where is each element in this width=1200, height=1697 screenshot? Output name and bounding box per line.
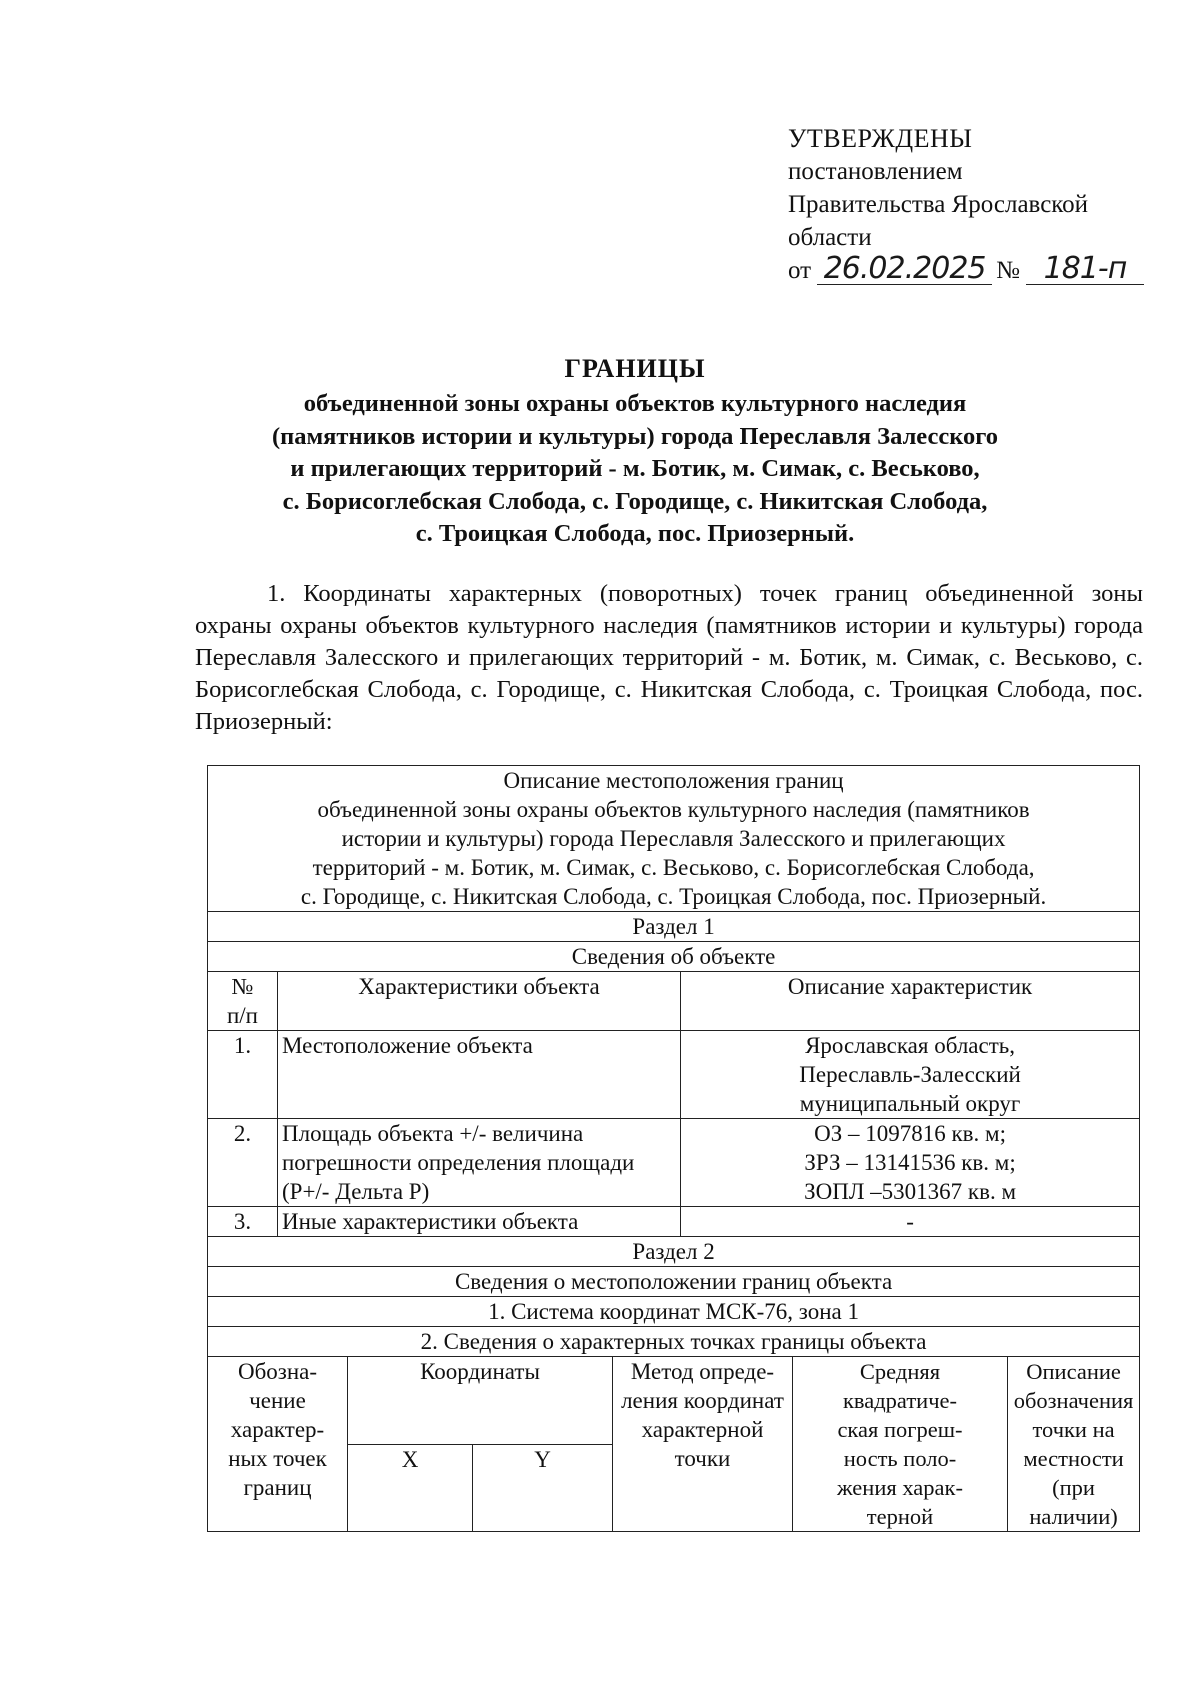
handwritten-date: 26.02.2025: [817, 254, 992, 285]
header-text: местности: [1023, 1446, 1124, 1471]
table-row: [208, 1207, 1140, 1237]
col-method-header: [613, 1357, 793, 1532]
handwritten-number: 181-п: [1026, 254, 1144, 285]
row-desc-line: Ярославская область,: [805, 1033, 1016, 1058]
points-title: 2. Сведения о характерных точках границы объекта: [208, 1327, 1140, 1357]
header-line: с. Городище, с. Никитская Слобода, с. Троицкая Слобода, пос. Приозерный.: [300, 884, 1047, 909]
header-line: Описание местоположения границ: [503, 768, 844, 793]
row-num: 1.: [208, 1031, 278, 1119]
col-error-header: [793, 1357, 1008, 1532]
header-text: Обозна-: [237, 1359, 318, 1384]
section-1-title: Сведения об объекте: [208, 942, 1140, 972]
title-line: объединенной зоны охраны объектов культурного наследия: [303, 390, 967, 417]
points-header-row: [208, 1357, 1140, 1445]
section-2-heading: Раздел 2: [208, 1237, 1140, 1267]
header-text: характерной: [641, 1417, 764, 1442]
col-x-header: X: [348, 1444, 473, 1532]
approval-line: постановлением: [788, 158, 963, 185]
header-text: ская погреш-: [837, 1417, 963, 1442]
row-desc: [681, 1031, 1140, 1119]
table-row: [208, 1119, 1140, 1207]
col-designation-header: [208, 1357, 348, 1532]
row-num: 2.: [208, 1119, 278, 1207]
row-char: Местоположение объекта: [278, 1031, 681, 1119]
title-line: (памятников истории и культуры) города Переславля Залесского: [271, 422, 999, 450]
header-text: ления координат: [621, 1388, 784, 1413]
header-text: Метод опреде-: [630, 1359, 775, 1384]
header-line: объединенной зоны охраны объектов культурного наследия (памятников: [317, 797, 1030, 822]
col-char-header: Характеристики объекта: [278, 972, 681, 1031]
header-text: точки на: [1032, 1417, 1115, 1442]
header-text: Средняя: [859, 1359, 941, 1384]
row-desc-line: муниципальный округ: [799, 1091, 1021, 1116]
header-text: квадратиче-: [842, 1388, 958, 1413]
col-num-line: №: [231, 974, 254, 999]
row-desc: [681, 1119, 1140, 1207]
section-1-heading: Раздел 1: [208, 912, 1140, 942]
row-desc-line: Переславль-Залесский: [799, 1062, 1021, 1087]
row-desc-line: ЗРЗ – 13141536 кв. м;: [804, 1150, 1016, 1175]
from-label: от: [788, 257, 812, 284]
header-text: характер-: [230, 1417, 325, 1442]
title-line: и прилегающих территорий - м. Ботик, м. Симак, с. Веськово,: [290, 455, 980, 482]
boundary-table: [207, 765, 1140, 1532]
col-coordinates-header: Координаты: [348, 1357, 613, 1445]
document-title: [150, 352, 1120, 551]
approval-block: [788, 122, 1144, 287]
header-text: чение: [249, 1388, 306, 1413]
header-line: территорий - м. Ботик, м. Симак, с. Веськово, с. Борисоглебская Слобода,: [312, 855, 1035, 880]
title-line: с. Борисоглебская Слобода, с. Городище, с. Никитская Слобода,: [282, 487, 988, 515]
col-desc-header: Описание характеристик: [681, 972, 1140, 1031]
header-text: терной: [866, 1504, 934, 1529]
header-line: истории и культуры) города Переславля Залесского и прилегающих: [341, 826, 1006, 851]
header-text: (при: [1052, 1475, 1095, 1500]
approval-heading: УТВЕРЖДЕНЫ: [788, 124, 973, 153]
header-text: ность поло-: [843, 1446, 957, 1471]
number-label: №: [996, 257, 1020, 284]
coordinate-system: 1. Система координат МСК-76, зона 1: [208, 1297, 1140, 1327]
header-text: обозначения: [1013, 1388, 1134, 1413]
intro-paragraph: 1. Координаты характерных (поворотных) точек границ объединенной зоны охраны охраны объектов культурного наследия (памятников истории и культуры) города Переславля Залесского и прилегающих территорий - м. Ботик, м. Симак, с. Веськово, с. Борисоглебская Слобода, с. Городище, с. Никитская Слобода, с. Троицкая Слобода, пос. Приозерный:: [195, 580, 1143, 735]
table-header: [208, 766, 1140, 912]
approval-line: области: [788, 224, 872, 251]
header-text: границ: [243, 1475, 312, 1500]
table-header-row: [208, 766, 1140, 912]
title-line: с. Троицкая Слобода, пос. Приозерный.: [415, 520, 855, 547]
row-num: 3.: [208, 1207, 278, 1237]
header-text: жения харак-: [837, 1475, 963, 1500]
approval-date-number: [788, 251, 1144, 287]
approval-line: Правительства Ярославской: [788, 191, 1089, 218]
header-text: точки: [674, 1446, 731, 1471]
columns-header-row: [208, 972, 1140, 1031]
table-row: [208, 1031, 1140, 1119]
row-desc-line: ОЗ – 1097816 кв. м;: [814, 1121, 1006, 1146]
col-num-header: [208, 972, 278, 1031]
row-desc: -: [681, 1207, 1140, 1237]
col-y-header: Y: [473, 1444, 613, 1532]
row-desc-line: ЗОПЛ –5301367 кв. м: [804, 1179, 1017, 1204]
row-char: Иные характеристики объекта: [278, 1207, 681, 1237]
header-text: наличии): [1029, 1504, 1118, 1529]
col-num-line: п/п: [226, 1003, 258, 1028]
row-char: Площадь объекта +/- величина погрешности определения площади (P+/- Дельта P): [278, 1119, 681, 1207]
header-text: Описание: [1026, 1359, 1121, 1384]
col-desc-point-header: [1008, 1357, 1140, 1532]
title-main: ГРАНИЦЫ: [564, 354, 706, 383]
header-text: ных точек: [228, 1446, 327, 1471]
section-2-title: Сведения о местоположении границ объекта: [208, 1267, 1140, 1297]
